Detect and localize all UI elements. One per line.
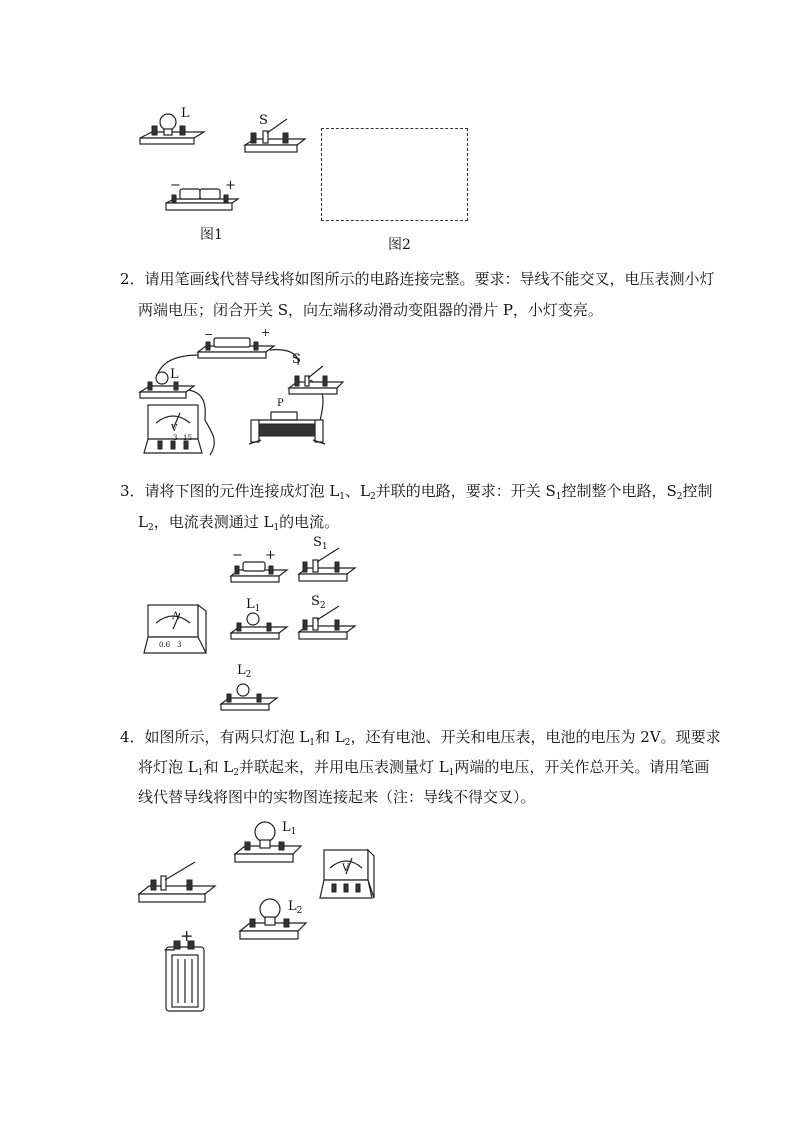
rheostat-icon bbox=[247, 410, 327, 450]
question-text: 将灯泡 L bbox=[138, 758, 198, 776]
question-text: 并联的电路，要求：开关 S bbox=[375, 482, 556, 500]
question-text: 控制整个电路，S bbox=[561, 482, 677, 500]
battery-plus-label: + bbox=[225, 178, 236, 193]
question-text: 两端的电压，开关作总开关。请用笔画 bbox=[454, 758, 710, 776]
switch-s2-icon bbox=[297, 606, 357, 642]
bulb-l1-label: $L_1$ bbox=[246, 597, 261, 614]
question-text: 、L bbox=[345, 482, 370, 500]
question-text: ，电流表测通过 L bbox=[153, 513, 274, 531]
switch-s1-label: $S_1$ bbox=[313, 535, 328, 552]
battery-minus-label: − bbox=[232, 548, 243, 563]
battery-plus-label: + bbox=[180, 926, 194, 945]
slider-p-label: P bbox=[277, 398, 284, 409]
question-text: 和 L bbox=[315, 728, 345, 746]
bulb-l1-label: $L_1$ bbox=[282, 820, 297, 837]
question-text: 和 L bbox=[203, 758, 234, 776]
voltmeter-v-label: V bbox=[171, 424, 178, 434]
switch-icon bbox=[287, 364, 347, 400]
switch-label: S bbox=[259, 113, 268, 128]
subscript: 1 bbox=[197, 768, 204, 778]
figure-1-caption: 图1 bbox=[200, 227, 223, 243]
question-3 bbox=[120, 481, 713, 533]
question-text-line2 bbox=[138, 512, 339, 538]
battery-plus-label: + bbox=[261, 326, 271, 339]
bulb-icon bbox=[138, 366, 198, 402]
subscript: 2 bbox=[233, 768, 239, 778]
subscript: 2 bbox=[369, 492, 376, 502]
question-text: 的电流。 bbox=[279, 513, 340, 531]
subscript: 2 bbox=[676, 492, 683, 502]
question-2 bbox=[120, 269, 715, 319]
switch-s2-label: $S_2$ bbox=[311, 594, 326, 611]
subscript: 1 bbox=[339, 492, 346, 502]
question-text: 并联起来，并用电压表测量灯 L bbox=[238, 758, 449, 776]
figure-2-caption: 图2 bbox=[388, 237, 411, 253]
question-text-line3: 线代替导线将图中的实物图连接起来（注：导线不得交叉）。 bbox=[138, 788, 536, 806]
ammeter-icon bbox=[144, 601, 208, 657]
subscript: 2 bbox=[344, 738, 351, 748]
switch-icon bbox=[243, 117, 313, 157]
battery-minus-label: − bbox=[204, 328, 214, 341]
question-number: 2． bbox=[120, 270, 145, 288]
question-number: 4． bbox=[120, 728, 145, 746]
bulb-l2-label: $L_2$ bbox=[288, 899, 303, 916]
question-text-line2 bbox=[138, 757, 709, 783]
question-text: 控制 bbox=[682, 482, 713, 500]
subscript: 2 bbox=[147, 523, 154, 533]
voltmeter-scale-3: 3 bbox=[173, 434, 178, 442]
subscript: 1 bbox=[309, 738, 316, 748]
ammeter-scale-06: 0.6 bbox=[159, 641, 171, 649]
subscript: 1 bbox=[448, 768, 455, 778]
battery-minus-label: − bbox=[163, 940, 177, 959]
subscript: 1 bbox=[555, 492, 562, 502]
switch-s1-icon bbox=[297, 548, 357, 584]
bulb-icon bbox=[138, 108, 208, 148]
bulb-label: L bbox=[181, 106, 190, 121]
voltmeter-icon bbox=[318, 846, 378, 902]
dashed-box bbox=[321, 128, 468, 221]
question-text-line2: 两端电压；闭合开关 S，向左端移动滑动变阻器的滑片 P，小灯变亮。 bbox=[138, 301, 603, 319]
battery-plus-label: + bbox=[265, 548, 276, 563]
switch-label: S bbox=[292, 352, 301, 367]
question-number: 3． bbox=[120, 482, 145, 500]
bulb-label: L bbox=[170, 367, 179, 382]
battery-minus-label: − bbox=[170, 178, 181, 193]
bulb-l2-icon bbox=[219, 678, 279, 714]
bulb-l2-label: $L_2$ bbox=[237, 663, 252, 680]
question-text: ，还有电池、开关和电压表，电池的电压为 2V。现要求 bbox=[350, 728, 721, 746]
question-text: 如图所示，有两只灯泡 L bbox=[144, 728, 310, 746]
question-text: L bbox=[138, 513, 148, 531]
question-text: 请将下图的元件连接成灯泡 L bbox=[144, 482, 340, 500]
switch-icon bbox=[137, 858, 217, 906]
subscript: 1 bbox=[273, 523, 280, 533]
question-4 bbox=[120, 727, 721, 806]
ammeter-scale-3: 3 bbox=[177, 641, 182, 649]
voltmeter-v-label: V bbox=[342, 863, 350, 874]
ammeter-a-label: A bbox=[172, 611, 180, 622]
voltmeter-scale-15: 15 bbox=[183, 434, 192, 442]
question-text-line1: 请用笔画线代替导线将如图所示的电路连接完整。要求：导线不能交叉，电压表测小灯 bbox=[144, 270, 715, 288]
